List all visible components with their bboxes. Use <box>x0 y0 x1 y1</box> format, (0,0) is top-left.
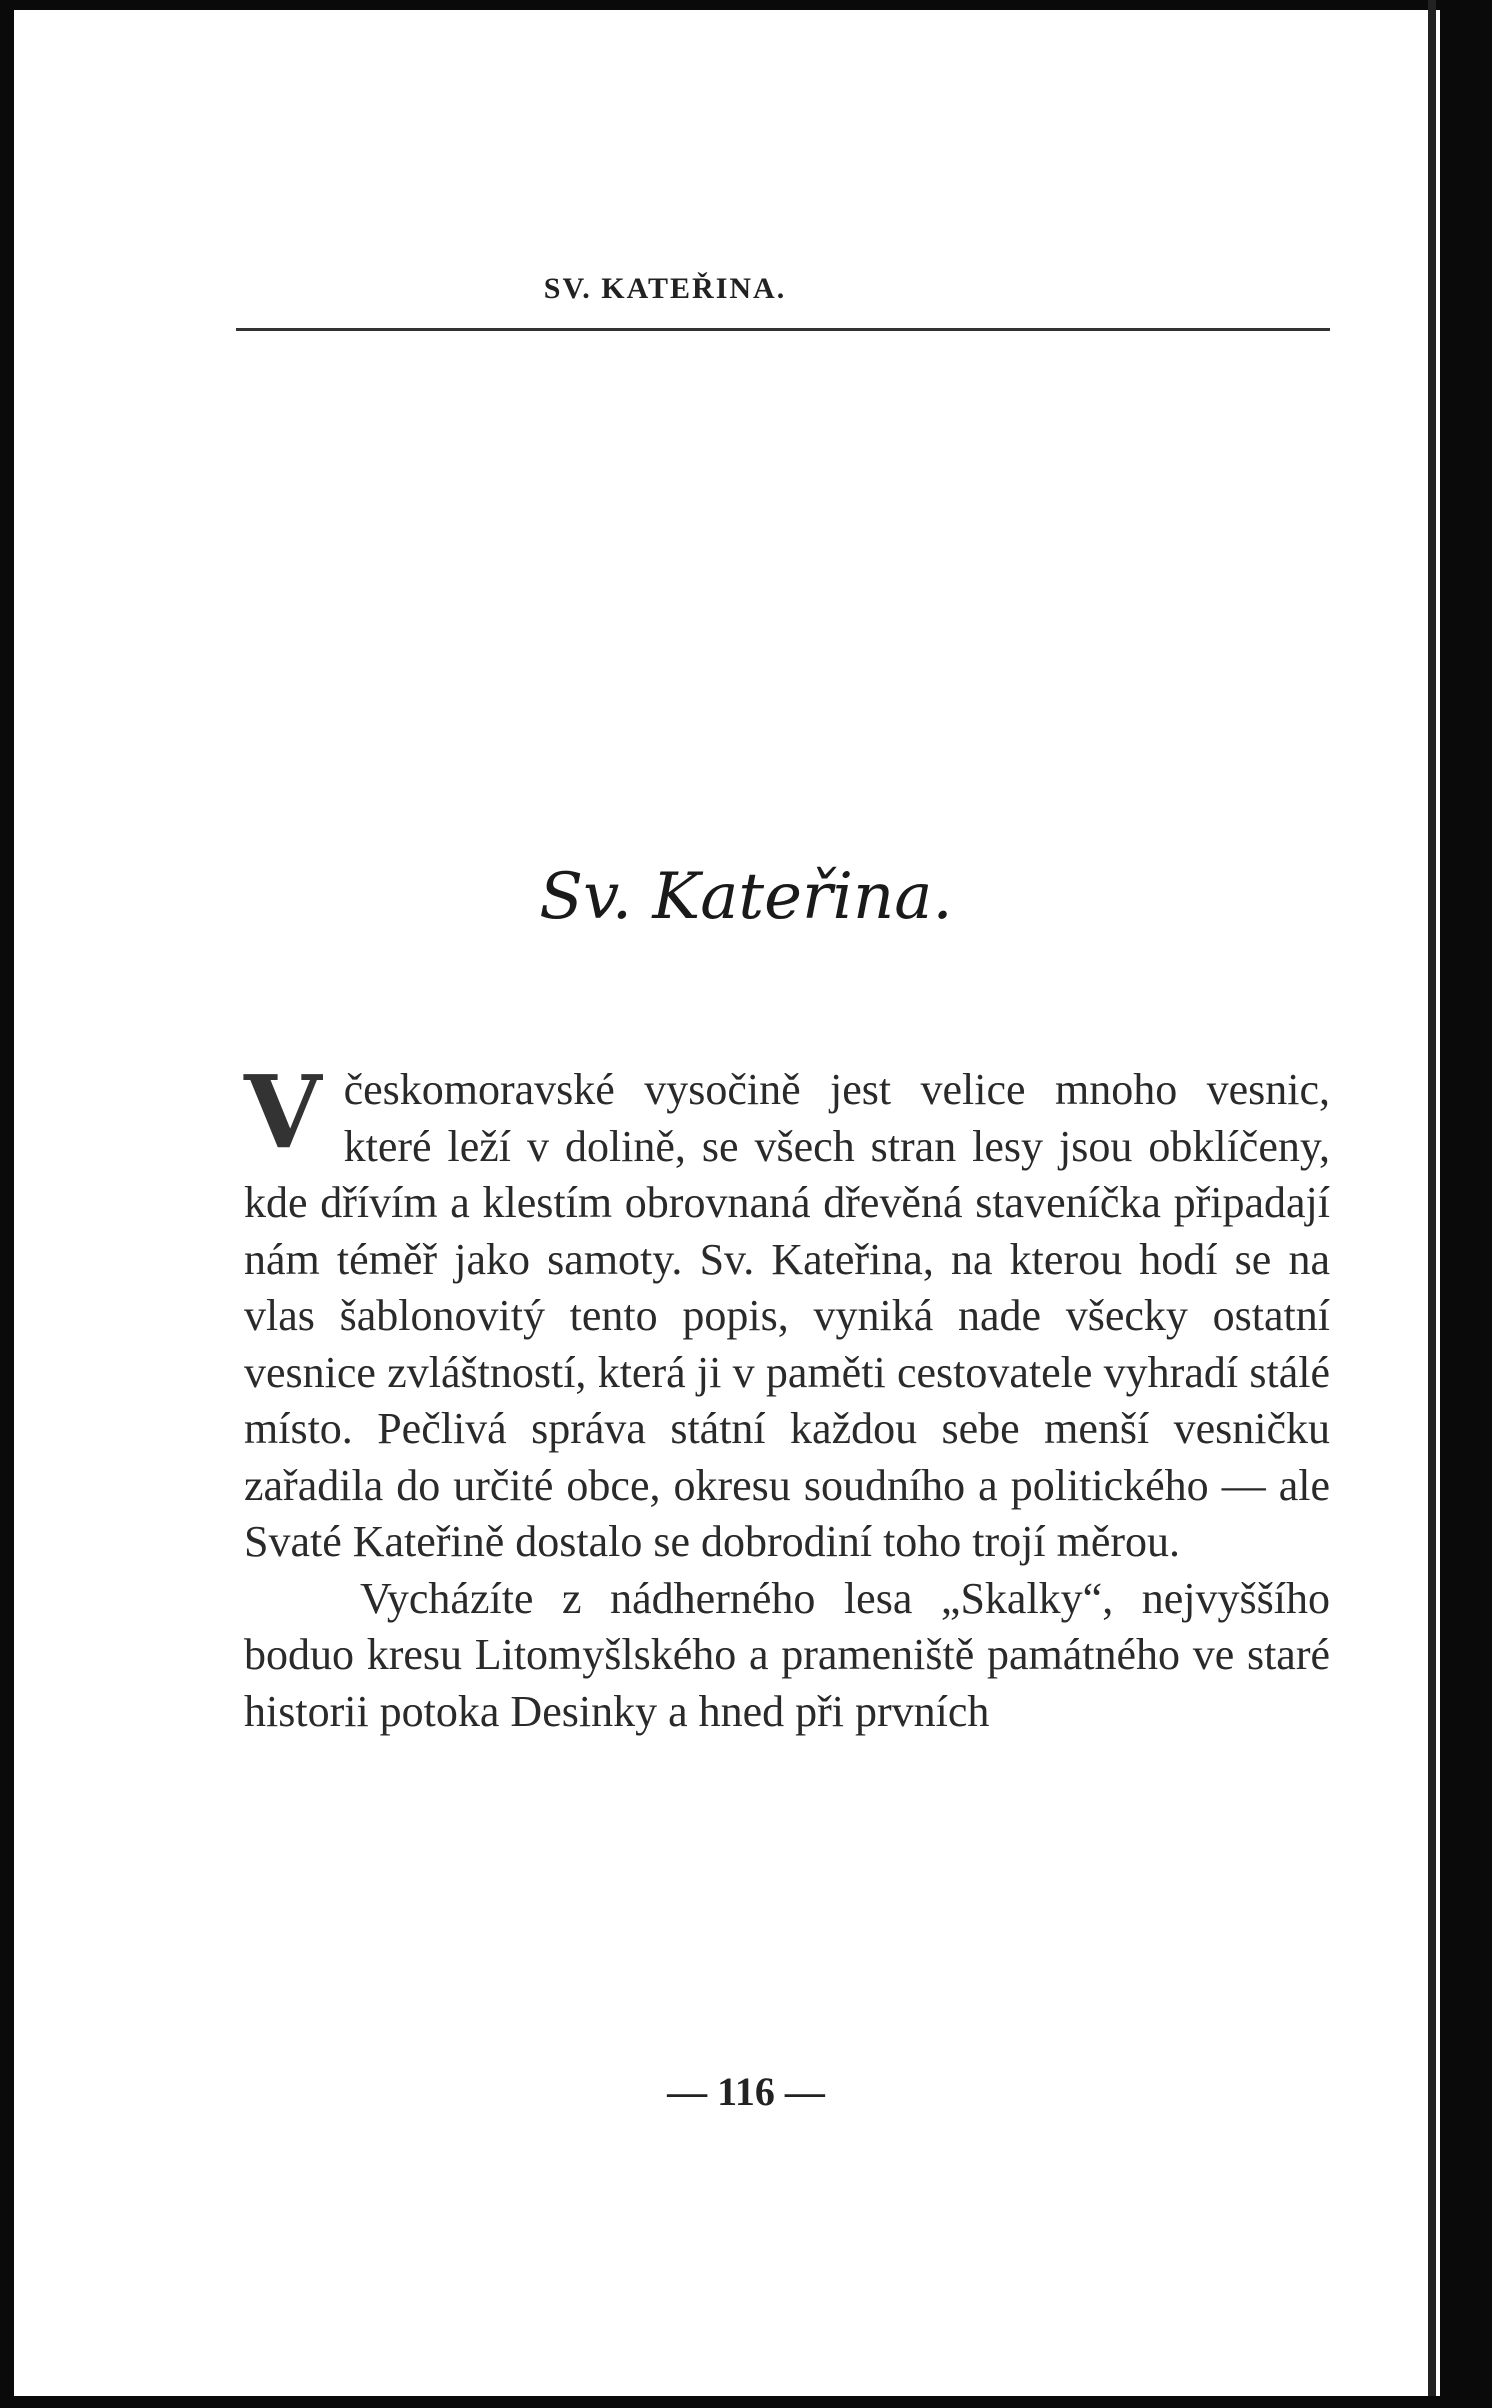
body-text <box>244 1053 1330 1740</box>
chapter-title: Sv. Kateřina. <box>539 860 953 934</box>
paragraph-1-text: českomoravské vysočině jest velice mnoho vesnic, které leží v dolině, se všech stran lesy jsou obklíčeny, kde dřívím a klestím obrovnaná dřevěná staveníčka připadají nám téměř jako samoty. Sv. Kateřina, na kterou hodí se na vlas šablonovitý tento popis, vyniká nade všecky ostatní vesnice zvláštností, která ji v paměti cestovatele vyhradí stálé místo. Pečlivá správa státní každou sebe menší vesničku zařadila do určité obce, okresu soudního a politického — ale Svaté Kateřině dostalo se dobrodiní toho trojí měrou. <box>244 1065 1330 1566</box>
paragraph-1 <box>244 1053 1330 1571</box>
page-number: — 116 — <box>667 2069 825 2114</box>
paragraph-2: Vycházíte z nádherného lesa „Skalky“, nejvyššího boduo kresu Litomyšlského a prameniště památného ve staré historii potoka Desinky a hned při prvních <box>244 1573 1330 1736</box>
scan-border-right <box>1440 0 1492 2408</box>
scan-border-bottom <box>0 2396 1492 2408</box>
running-head: SV. KATEŘINA. <box>543 272 787 305</box>
scan-border-left <box>0 0 14 2408</box>
header-rule <box>236 328 1330 331</box>
scan-border-top <box>0 0 1492 10</box>
scan-gutter-edge <box>1428 0 1436 2408</box>
drop-cap: V <box>244 1053 322 1171</box>
